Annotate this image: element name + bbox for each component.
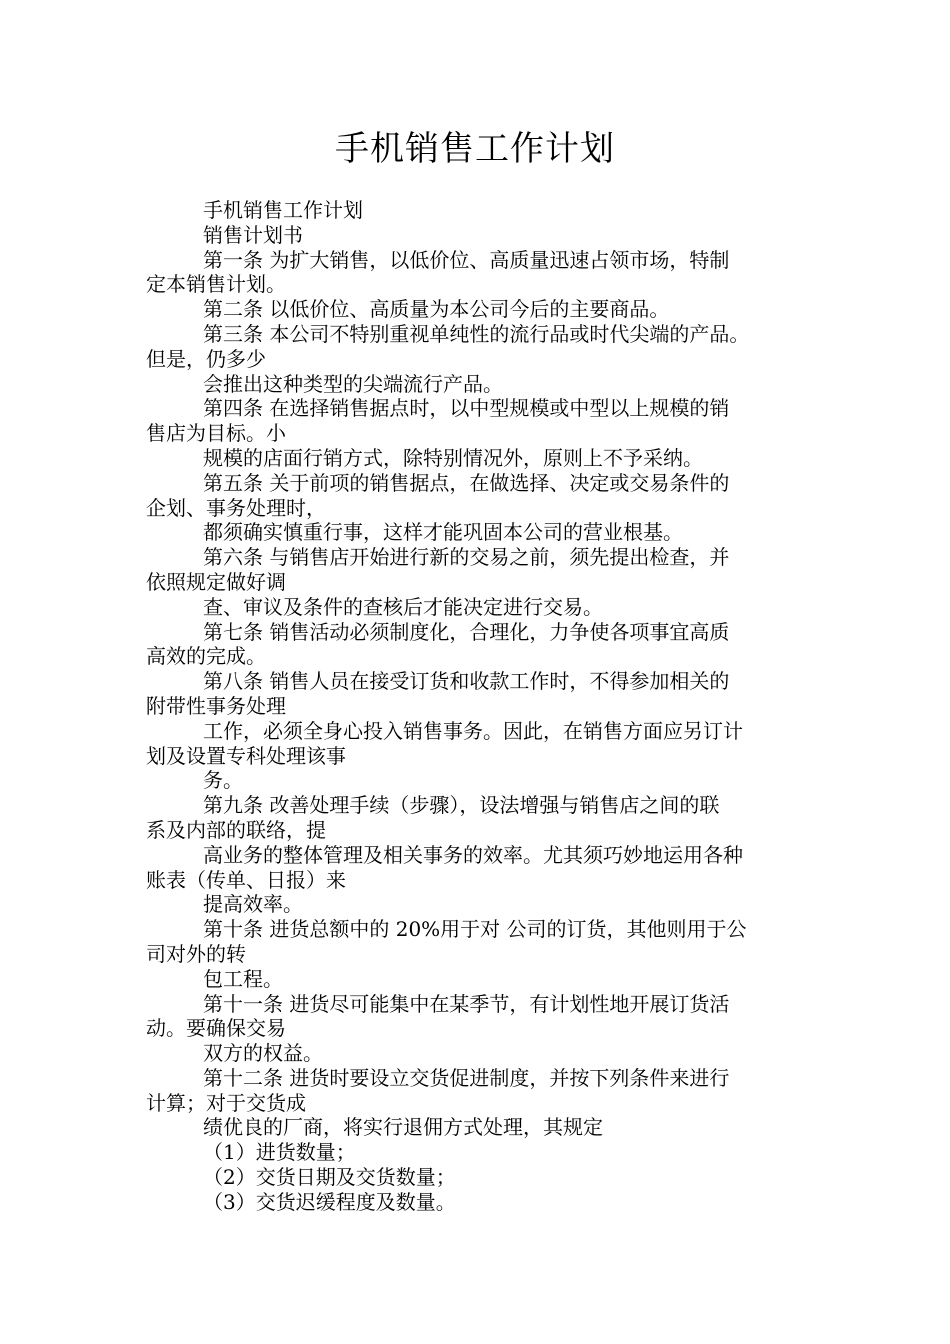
text-line: 务。	[203, 768, 243, 793]
text-line: 提高效率。	[203, 892, 303, 917]
text-line: 都须确实慎重行事，这样才能巩固本公司的营业根基。	[203, 520, 683, 545]
text-line: 计算；对于交货成	[146, 1090, 306, 1115]
text-line: 但是，仍多少	[146, 346, 266, 371]
text-line: （2）交货日期及交货数量；	[203, 1165, 456, 1190]
text-line: 查、审议及条件的查核后才能决定进行交易。	[203, 594, 603, 619]
text-line: 依照规定做好调	[146, 569, 286, 594]
text-line: 企划、事务处理时，	[146, 495, 326, 520]
text-line: 司对外的转	[146, 941, 246, 966]
text-line: 第八条 销售人员在接受订货和收款工作时，不得参加相关的	[203, 669, 730, 694]
text-line: 第一条 为扩大销售，以低价位、高质量迅速占领市场，特制	[203, 247, 730, 272]
text-line: 第十条 进货总额中的 20%用于对 公司的订货，其他则用于公	[203, 917, 747, 942]
text-line: 第三条 本公司不特别重视单纯性的流行品或时代尖端的产品。	[203, 321, 750, 346]
text-line: 账表（传单、日报）来	[146, 867, 346, 892]
text-line: 定本销售计划。	[146, 272, 286, 297]
text-line: 绩优良的厂商，将实行退佣方式处理，其规定	[203, 1115, 603, 1140]
text-line: 第十一条 进货尽可能集中在某季节，有计划性地开展订货活	[203, 991, 730, 1016]
text-line: 会推出这种类型的尖端流行产品。	[203, 371, 503, 396]
text-line: 划及设置专科处理该事	[146, 743, 346, 768]
text-line: 第五条 关于前项的销售据点，在做选择、决定或交易条件的	[203, 470, 730, 495]
text-line: 高效的完成。	[146, 644, 266, 669]
text-line: 包工程。	[203, 966, 283, 991]
text-line: 系及内部的联络，提	[146, 817, 326, 842]
text-line: 工作，必须全身心投入销售事务。因此，在销售方面应另订计	[203, 718, 743, 743]
text-line: 第四条 在选择销售据点时，以中型规模或中型以上规模的销	[203, 396, 730, 421]
text-line: 附带性事务处理	[146, 693, 286, 718]
text-line: 销售计划书	[203, 222, 303, 247]
text-line: 规模的店面行销方式，除特别情况外，原则上不予采纳。	[203, 445, 703, 470]
text-line: 手机销售工作计划	[203, 198, 363, 222]
text-line: 动。要确保交易	[146, 1016, 286, 1041]
text-line: （1）进货数量；	[203, 1140, 356, 1165]
text-line: 第七条 销售活动必须制度化，合理化，力争使各项事宜高质	[203, 619, 730, 644]
text-line: 高业务的整体管理及相关事务的效率。尤其须巧妙地运用各种	[203, 842, 743, 867]
text-line: 售店为目标。小	[146, 421, 286, 446]
text-line: 第六条 与销售店开始进行新的交易之前，须先提出检查，并	[203, 545, 730, 570]
text-line: 第二条 以低价位、高质量为本公司今后的主要商品。	[203, 297, 670, 322]
text-line: （3）交货迟缓程度及数量。	[203, 1189, 456, 1214]
text-line: 第九条 改善处理手续（步骤），设法增强与销售店之间的联	[203, 793, 720, 818]
document-title: 手机销售工作计划	[335, 129, 615, 169]
text-line: 第十二条 进货时要设立交货促进制度，并按下列条件来进行	[203, 1065, 730, 1090]
document-body	[146, 198, 836, 1215]
text-line: 双方的权益。	[203, 1041, 323, 1066]
